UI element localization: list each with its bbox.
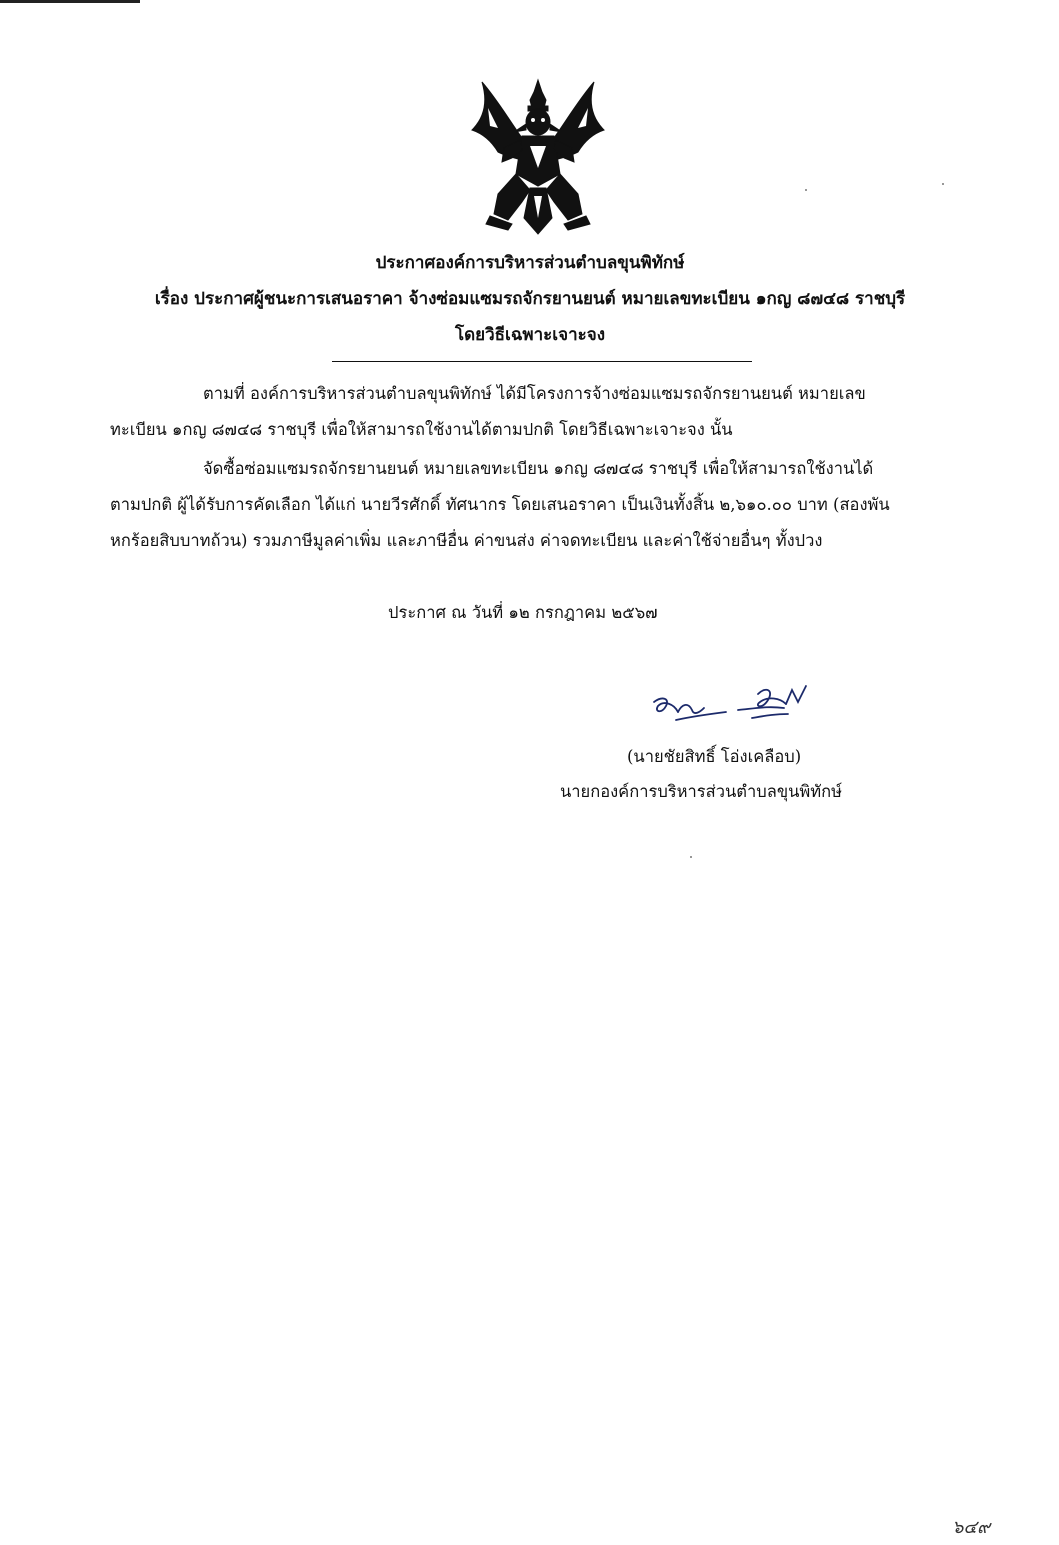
paragraph-2-line-2: ตามปกติ ผู้ได้รับการคัดเลือก ได้แก่ นายวีรศักดิ์ ทัศนากร โดยเสนอราคา เป็นเงินทั้งสิ้น ๒,๖๑๐.๐๐ บาท (สองพัน	[110, 495, 890, 514]
paragraph-2-line-1: จัดซื้อซ่อมแซมรถจักรยานยนต์ หมายเลขทะเบียน ๑กญ ๘๗๔๘ ราชบุรี เพื่อให้สามารถใช้งานได้	[203, 459, 874, 478]
announcement-title: ประกาศองค์การบริหารส่วนตำบลขุนพิทักษ์	[375, 253, 685, 273]
signatory-name: (นายชัยสิทธิ์ โอ่งเคลือบ)	[627, 747, 802, 766]
procurement-method: โดยวิธีเฉพาะเจาะจง	[454, 325, 606, 345]
title-divider	[332, 361, 752, 362]
paragraph-2-line-3: หกร้อยสิบบาทถ้วน) รวมภาษีมูลค่าเพิ่ม และภาษีอื่น ค่าขนส่ง ค่าจดทะเบียน และค่าใช้จ่ายอื่นๆ ทั้งปวง	[110, 531, 823, 550]
scan-speck	[690, 856, 692, 858]
announcement-date: ประกาศ ณ วันที่ ๑๒ กรกฎาคม ๒๕๖๗	[388, 603, 658, 622]
paragraph-1-line-2: ทะเบียน ๑กญ ๘๗๔๘ ราชบุรี เพื่อให้สามารถใช้งานได้ตามปกติ โดยวิธีเฉพาะเจาะจง นั้น	[110, 420, 733, 439]
garuda-emblem-icon	[468, 78, 608, 236]
announcement-subject: เรื่อง ประกาศผู้ชนะการเสนอราคา จ้างซ่อมแซมรถจักรยานยนต์ หมายเลขทะเบียน ๑กญ ๘๗๔๘ ราชบุรี	[154, 289, 906, 309]
handwritten-signature	[648, 682, 828, 728]
scan-speck	[942, 183, 944, 185]
scan-edge-mark	[0, 0, 140, 3]
signatory-position: นายกองค์การบริหารส่วนตำบลขุนพิทักษ์	[560, 782, 843, 801]
page-number: ๖๔๙	[952, 1517, 991, 1538]
paragraph-1-line-1: ตามที่ องค์การบริหารส่วนตำบลขุนพิทักษ์ ได้มีโครงการจ้างซ่อมแซมรถจักรยานยนต์ หมายเลข	[203, 384, 866, 403]
scan-speck	[805, 189, 807, 191]
